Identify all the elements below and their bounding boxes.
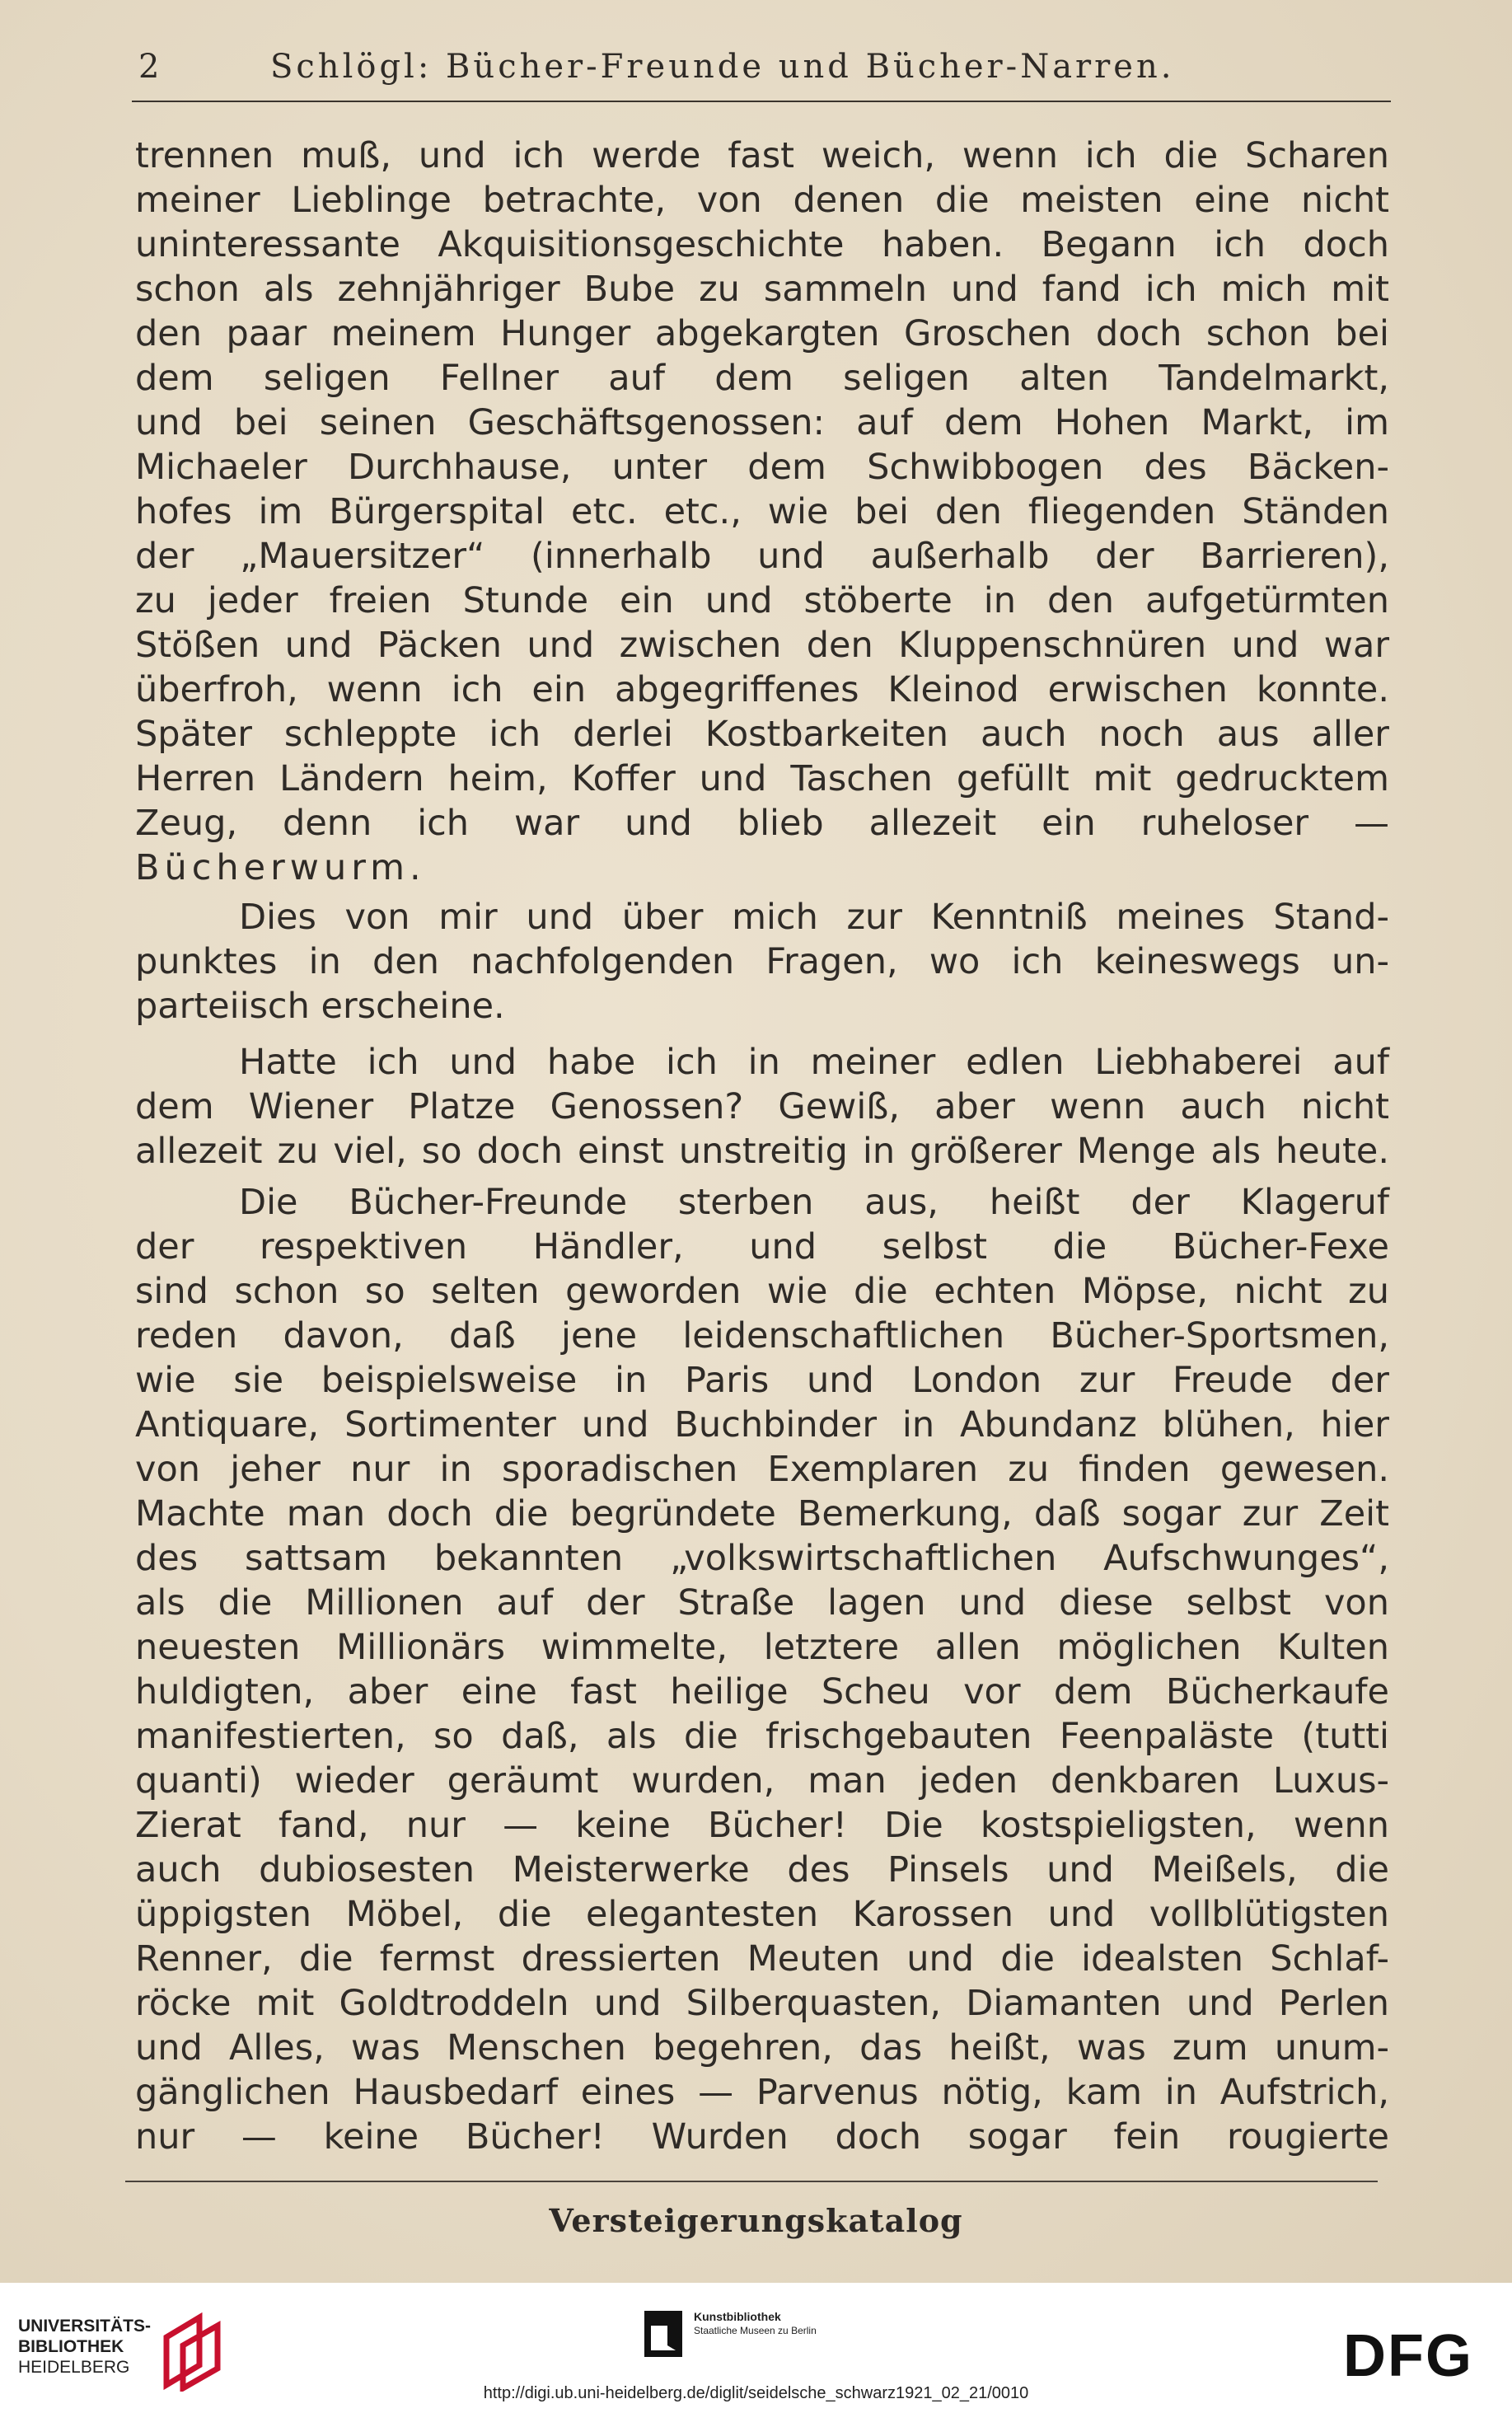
library-name-line3: HEIDELBERG: [18, 2358, 130, 2377]
text-line: und Alles, was Menschen begehren, das heißt, was zum unum-: [135, 2027, 1389, 2069]
kunstbibliothek-subtitle: Staatliche Museen zu Berlin: [694, 2325, 817, 2336]
text-line: den paar meinem Hunger abgekargten Groschen doch schon bei: [135, 313, 1389, 354]
dfg-logo[interactable]: DFG: [1343, 2323, 1473, 2389]
library-name-line2: BIBLIOTHEK: [18, 2337, 124, 2356]
heidelberg-library-logo[interactable]: [18, 2316, 216, 2392]
text-line: Bücherwurm.: [135, 847, 426, 888]
kunstbibliothek-logo[interactable]: [643, 2308, 890, 2365]
library-name-line1: UNIVERSITÄTS-: [18, 2317, 152, 2336]
text-line: auch dubiosesten Meisterwerke des Pinsels und Meißels, die: [135, 1849, 1389, 1891]
running-head-title: Schlögl: Bücher-Freunde und Bücher-Narren.: [270, 48, 1175, 86]
text-line: trennen muß, und ich werde fast weich, wenn ich die Scharen: [135, 135, 1389, 176]
text-line: quanti) wieder geräumt wurden, man jeden denkbaren Luxus-: [135, 1760, 1389, 1802]
text-line: manifestierten, so daß, als die frischgebauten Feenpaläste (tutti: [135, 1716, 1389, 1757]
text-line: Dies von mir und über mich zur Kenntniß meines Stand-: [239, 897, 1389, 938]
text-line: reden davon, daß jene leidenschaftlichen Bücher-Sportsmen,: [135, 1315, 1389, 1356]
library-emblem-icon: [158, 2312, 229, 2392]
text-line: Die Bücher-Freunde sterben aus, heißt der Klageruf: [239, 1182, 1389, 1223]
text-line: Renner, die fermst dressierten Meuten und die idealsten Schlaf-: [135, 1938, 1389, 1980]
text-line: allezeit zu viel, so doch einst unstreitig in größerer Menge als heute.: [135, 1131, 1389, 1172]
text-line: hofes im Bürgerspital etc. etc., wie bei den fliegenden Ständen: [135, 491, 1389, 532]
footer-rule: [125, 2181, 1378, 2182]
text-line: röcke mit Goldtroddeln und Silberquasten, Diamanten und Perlen: [135, 1983, 1389, 2024]
kunstbibliothek-icon: [643, 2309, 684, 2359]
text-line: schon als zehnjähriger Bube zu sammeln und fand ich mich mit: [135, 269, 1389, 310]
text-line: wie sie beispielsweise in Paris und London zur Freude der: [135, 1360, 1389, 1401]
text-line: neuesten Millionärs wimmelte, letztere allen möglichen Kulten: [135, 1627, 1389, 1668]
text-line: Antiquare, Sortimenter und Buchbinder in Abundanz blühen, hier: [135, 1404, 1389, 1445]
text-line: nur — keine Bücher! Wurden doch sogar fein rougierte: [135, 2116, 1389, 2158]
text-line: gänglichen Hausbedarf eines — Parvenus nötig, kam in Aufstrich,: [135, 2072, 1389, 2113]
header-rule: [132, 101, 1391, 102]
text-line: dem Wiener Platze Genossen? Gewiß, aber wenn auch nicht: [135, 1086, 1389, 1127]
text-line: von jeher nur in sporadischen Exemplaren zu finden gewesen.: [135, 1449, 1389, 1490]
page-number: 2: [138, 48, 163, 86]
text-line: Zierat fand, nur — keine Bücher! Die kostspieligsten, wenn: [135, 1805, 1389, 1846]
kunstbibliothek-title: Kunstbibliothek: [694, 2310, 781, 2323]
text-line: des sattsam bekannten „volkswirtschaftlichen Aufschwunges“,: [135, 1538, 1389, 1579]
text-line: meiner Lieblinge betrachte, von denen die meisten eine nicht: [135, 180, 1389, 221]
permalink-url[interactable]: http://digi.ub.uni-heidelberg.de/diglit/seidelsche_schwarz1921_02_21/0010: [483, 2384, 1029, 2402]
text-line: Später schleppte ich derlei Kostbarkeiten auch noch aus aller: [135, 714, 1389, 755]
text-line: Stößen und Päcken und zwischen den Kluppenschnüren und war: [135, 625, 1389, 666]
text-line: der „Mauersitzer“ (innerhalb und außerhalb der Barrieren),: [135, 536, 1389, 577]
text-line: punktes in den nachfolgenden Fragen, wo ich keineswegs un-: [135, 941, 1389, 982]
text-line: Hatte ich und habe ich in meiner edlen Liebhaberei auf: [239, 1042, 1389, 1083]
text-line: und bei seinen Geschäftsgenossen: auf dem Hohen Markt, im: [135, 402, 1389, 443]
text-line: parteiisch erscheine.: [135, 986, 505, 1027]
text-line: üppigsten Möbel, die elegantesten Karossen und vollblütigsten: [135, 1894, 1389, 1935]
text-line: Zeug, denn ich war und blieb allezeit ein ruheloser —: [135, 803, 1389, 844]
text-line: zu jeder freien Stunde ein und stöberte in den aufgetürmten: [135, 580, 1389, 621]
text-line: dem seligen Fellner auf dem seligen alten Tandelmarkt,: [135, 358, 1389, 399]
text-line: Michaeler Durchhause, unter dem Schwibbogen des Bäcken-: [135, 447, 1389, 488]
running-head: [138, 48, 1391, 97]
text-line: als die Millionen auf der Straße lagen und diese selbst von: [135, 1582, 1389, 1624]
text-line: huldigten, aber eine fast heilige Scheu vor dem Bücherkaufe: [135, 1671, 1389, 1713]
text-line: uninteressante Akquisitionsgeschichte haben. Begann ich doch: [135, 224, 1389, 265]
text-line: Machte man doch die begründete Bemerkung, daß sogar zur Zeit: [135, 1493, 1389, 1534]
text-line: der respektiven Händler, und selbst die Bücher-Fexe: [135, 1226, 1389, 1267]
text-line: Herren Ländern heim, Koffer und Taschen gefüllt mit gedrucktem: [135, 758, 1389, 799]
text-line: überfroh, wenn ich ein abgegriffenes Kleinod erwischen konnte.: [135, 669, 1389, 710]
catalog-footer: Versteigerungskatalog: [549, 2202, 963, 2239]
text-line: sind schon so selten geworden wie die echten Möpse, nicht zu: [135, 1271, 1389, 1312]
